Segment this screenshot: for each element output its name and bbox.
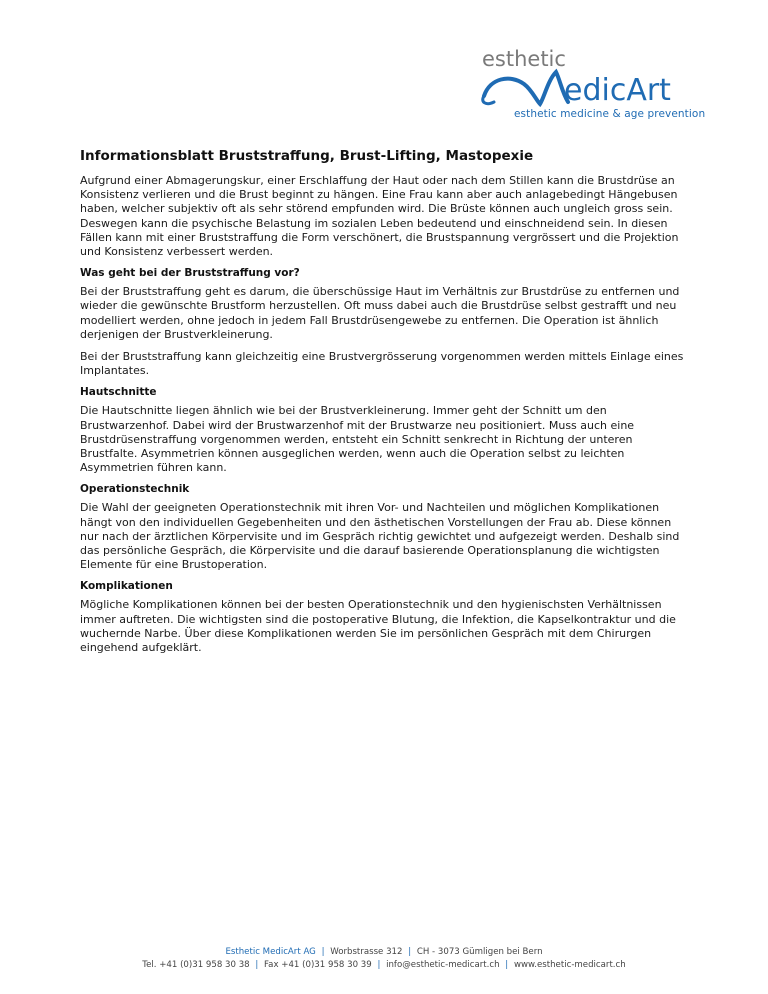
section-heading-complications: Komplikationen xyxy=(80,580,173,593)
footer-separator: | xyxy=(321,947,325,957)
document-body xyxy=(80,148,688,663)
footer-fax: Fax +41 (0)31 958 30 39 xyxy=(264,959,372,970)
logo-tagline: esthetic medicine & age prevention xyxy=(514,108,706,120)
intro-paragraph: Aufgrund einer Abmagerungskur, einer Erschlaffung der Haut oder nach dem Stillen kann die Brustdrüse an Konsistenz verlieren und die Brust beginnt zu hängen. Eine Frau kann aber auch anlagebedingt Hängebusen haben, welcher subjektiv oft als sehr störend empfunden wird. Die Brüste können auch ungleich gross sein. Deswegen kann die psychische Belastung im sozialen Leben bedeutend und einschneidend sein. In diesen Fällen kann mit einer Bruststraffung die Form verschönert, die Brustspannung vergrössert und die Projektion und Konsistenz verbessert werden. xyxy=(80,174,679,259)
section-paragraph: Die Hautschnitte liegen ähnlich wie bei der Brustverkleinerung. Immer geht der Schnitt um den Brustwarzenhof. Dabei wird der Brustwarzenhof mit der Brustwarze neu positioniert. Muss auch eine Brustdrüsenstraffung vorgenommen werden, entsteht ein Schnitt senkrecht in Richtung der unteren Brustfalte. Asymmetrien können ausgeglichen werden, wenn auch die Operation selbst zu leichten Asymmetrien führen kann. xyxy=(80,404,635,475)
section-paragraph: Bei der Bruststraffung geht es darum, die überschüssige Haut im Verhältnis zur Brustdrüse zu entfernen und wieder die gewünschte Brustform herzustellen. Oft muss dabei auch die Brustdrüse selbst gestrafft und neu modelliert werden, ohne jedoch in jedem Fall Brustdrüsengewebe zu entfernen. Die Operation ist ähnlich derjenigen der Brustverkleinerung. xyxy=(80,285,680,341)
logo-brand-rest: edicArt xyxy=(564,73,671,108)
section-heading-incisions: Hautschnitte xyxy=(80,386,157,399)
footer-web-link[interactable]: www.esthetic-medicart.ch xyxy=(513,959,626,970)
section-paragraph: Bei der Bruststraffung kann gleichzeitig eine Brustvergrösserung vorgenommen werden mittels Einlage eines Implantates. xyxy=(80,350,684,378)
footer-separator: | xyxy=(408,947,412,957)
footer-line-1 xyxy=(0,946,768,959)
section-heading-technique: Operationstechnik xyxy=(80,483,190,496)
footer-company: Esthetic MedicArt AG xyxy=(225,947,316,957)
footer-separator: | xyxy=(377,959,381,970)
logo-swoosh xyxy=(484,72,568,104)
section-paragraph: Mögliche Komplikationen können bei der besten Operationstechnik und den hygienischsten Verhältnissen immer auftreten. Die wichtigsten sind die postoperative Blutung, die Infektion, die Kapselkontraktur und die wuchernde Narbe. Über diese Komplikationen werden Sie im persönlichen Gespräch mit dem Chirurgen eingehend aufgeklärt. xyxy=(80,598,676,655)
footer-city: CH - 3073 Gümligen bei Bern xyxy=(416,947,543,957)
document-title: Informationsblatt Bruststraffung, Brust-Lifting, Mastopexie xyxy=(80,148,534,164)
footer-separator: | xyxy=(255,959,259,970)
footer-tel: Tel. +41 (0)31 958 30 38 xyxy=(142,959,250,970)
footer-separator: | xyxy=(505,959,509,970)
footer-address: Worbstrasse 312 xyxy=(330,947,403,957)
footer-email-link[interactable]: info@esthetic-medicart.ch xyxy=(386,959,500,970)
footer-line-2 xyxy=(0,959,768,972)
section-heading-procedure: Was geht bei der Bruststraffung vor? xyxy=(80,267,300,280)
section-paragraph: Die Wahl der geeigneten Operationstechnik mit ihren Vor- und Nachteilen und möglichen Komplikationen hängt von den individuellen Gegebenheiten und den ästhetischen Vorstellungen der Frau ab. Diese können nur nach der ärztlichen Körpervisite und im Gespräch richtig gewichtet und aufgezeigt werden. Deshalb sind das persönliche Gespräch, die Körpervisite und die darauf basierende Operationsplanung die wichtigsten Elemente für eine Brustoperation. xyxy=(80,501,680,572)
logo-swoosh-tail xyxy=(483,96,494,104)
page-footer xyxy=(0,946,768,971)
logo-top-word: esthetic xyxy=(482,47,566,71)
